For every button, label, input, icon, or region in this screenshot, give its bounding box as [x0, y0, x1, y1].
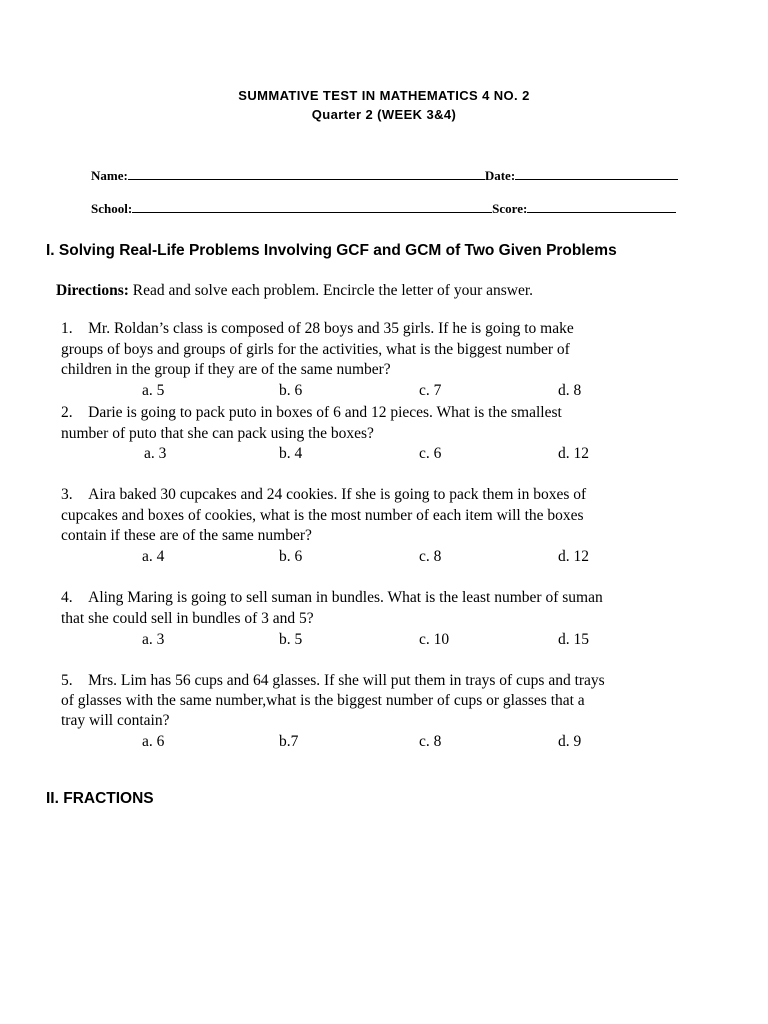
name-date-row — [91, 167, 678, 184]
option-b[interactable]: b. 6 — [279, 382, 303, 399]
question-line: of glasses with the same number,what is the biggest number of cups or glasses that a — [61, 692, 585, 709]
option-a[interactable]: a. 3 — [142, 631, 165, 648]
question-line: 5. Mrs. Lim has 56 cups and 64 glasses. If she will put them in trays of cups and trays — [61, 672, 605, 689]
option-d[interactable]: d. 12 — [558, 445, 589, 462]
test-subtitle: Quarter 2 (WEEK 3&4) — [311, 107, 457, 122]
question-line: groups of boys and groups of girls for the activities, what is the biggest number of — [61, 341, 570, 358]
option-c[interactable]: c. 10 — [419, 631, 450, 648]
option-d[interactable]: d. 8 — [558, 382, 582, 399]
directions — [56, 282, 533, 300]
test-title: SUMMATIVE TEST IN MATHEMATICS 4 NO. 2 — [238, 88, 530, 103]
option-a[interactable]: a. 6 — [142, 733, 165, 750]
question-line: number of puto that she can pack using the boxes? — [61, 425, 374, 442]
option-d[interactable]: d. 12 — [558, 548, 589, 565]
date-blank[interactable] — [515, 167, 678, 180]
option-b[interactable]: b. 4 — [279, 445, 303, 462]
option-b[interactable]: b. 5 — [279, 631, 303, 648]
option-b[interactable]: b. 6 — [279, 548, 303, 565]
name-blank[interactable] — [128, 167, 485, 180]
option-d[interactable]: d. 15 — [558, 631, 589, 648]
date-label: Date: — [484, 168, 516, 183]
option-a[interactable]: a. 5 — [142, 382, 165, 399]
school-blank[interactable] — [132, 200, 492, 213]
option-b[interactable]: b.7 — [279, 733, 299, 750]
score-label: Score: — [492, 201, 528, 216]
directions-text: Read and solve each problem. Encircle the letter of your answer. — [128, 282, 534, 299]
question-line: tray will contain? — [61, 712, 170, 729]
question-line: 2. Darie is going to pack puto in boxes of 6 and 12 pieces. What is the smallest — [61, 404, 562, 421]
question-line: that she could sell in bundles of 3 and 5? — [61, 610, 314, 627]
option-d[interactable]: d. 9 — [558, 733, 582, 750]
question-line: cupcakes and boxes of cookies, what is the most number of each item will the boxes — [61, 507, 584, 524]
question-line: 3. Aira baked 30 cupcakes and 24 cookies. If she is going to pack them in boxes of — [61, 486, 587, 503]
question-line: children in the group if they are of the same number? — [61, 361, 391, 378]
directions-label: Directions: — [56, 282, 129, 299]
score-blank[interactable] — [527, 200, 676, 213]
school-label: School: — [91, 201, 133, 216]
question-line: contain if these are of the same number? — [61, 527, 312, 544]
option-c[interactable]: c. 8 — [419, 548, 442, 565]
question-line: 4. Aling Maring is going to sell suman in bundles. What is the least number of suman — [61, 589, 603, 606]
option-c[interactable]: c. 7 — [419, 382, 442, 399]
option-c[interactable]: c. 6 — [419, 445, 442, 462]
section-2-heading: II. FRACTIONS — [46, 790, 154, 807]
school-score-row — [91, 200, 676, 217]
name-label: Name: — [91, 168, 128, 183]
option-a[interactable]: a. 3 — [144, 445, 167, 462]
question-line: 1. Mr. Roldan’s class is composed of 28 boys and 35 girls. If he is going to make — [61, 320, 574, 337]
option-c[interactable]: c. 8 — [419, 733, 442, 750]
section-1-heading: I. Solving Real-Life Problems Involving GCF and GCM of Two Given Problems — [46, 242, 617, 259]
option-a[interactable]: a. 4 — [142, 548, 165, 565]
